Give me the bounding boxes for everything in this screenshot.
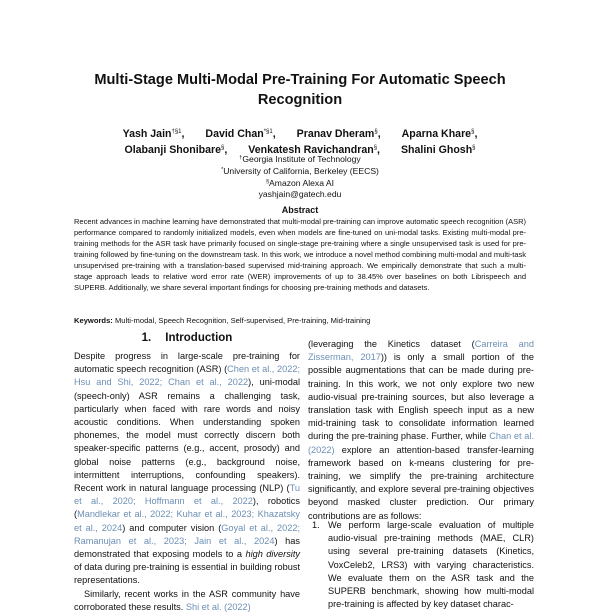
paper-title: Multi-Stage Multi-Modal Pre-Training For Automatic Speech Recognition bbox=[94, 72, 506, 108]
author: Aparna Khare§, bbox=[401, 128, 478, 140]
citation-link[interactable]: Chen et al., 2022; Hsu and Shi, 2022; Chan et al., 2022 bbox=[74, 364, 301, 388]
paragraph: Similarly, recent works in the ASR community have corroborated these results. Shi et al. (2022) bbox=[74, 588, 300, 612]
citation-link[interactable]: Chan et al. (2022) bbox=[308, 431, 535, 455]
contributions-list bbox=[308, 519, 534, 611]
author: David Chan$^{*\S 1}$, bbox=[205, 128, 276, 140]
author: Venkatesh Ravichandran§, bbox=[248, 143, 380, 156]
section-title: Introduction bbox=[165, 332, 233, 344]
citation-link[interactable]: Carreira and Zisserman, 2017 bbox=[308, 339, 534, 363]
affiliation: *University of California, Berkeley (EECS) bbox=[221, 166, 379, 176]
affiliations bbox=[100, 153, 500, 200]
paragraph: Despite progress in large-scale pre-training for automatic speech recognition (ASR) (Chen et al., 2022; Hsu and Shi, 2022; Chan et al., 2022), uni-modal (speech-only) ASR remains a challenging task, particularly when faced with rare words and noisy acoustic conditions. When understanding spoken phonemes, the model must correctly discern both speaker-specific patterns (e.g., accent, prosody) and global noise patterns (e.g., background noise, intermittent interruptions, confounding speakers). Recent work in natural language processing (NLP) (Tu et al., 2020; Hoffmann et al., 2022), robotics (Mandlekar et al., 2022; Kuhar et al., 2023; Khazatsky et al., 2024) and computer vision (Goyal et al., 2022; Ramanujan et al., 2023; Jain et al., 2024) has demonstrated that exposing models to a high diversity of data during pre-training is essential in building robust representations. bbox=[74, 351, 301, 586]
author: Shalini Ghosh§ bbox=[400, 143, 476, 156]
citation-link[interactable]: Tu et al., 2020; Hoffmann et al., 2022 bbox=[74, 483, 300, 507]
section-number: 1. bbox=[141, 332, 152, 344]
paragraph: (leveraging the Kinetics dataset (Carreira and Zisserman, 2017)) is only a small portion of the possible augmentations that can be made during pre-training. In this work, we not only explore two new audio-visual pre-training sources, but also leverage a translation task with English speech input as a new mid-training task to consolidate information learned during the pre-training phase. Further, while Chan et al. (2022) explore an attention-based transfer-learning framework based on k-means clustering for pre-training, we simplify the pre-training architecture significantly, and explore several pre-training objectives beyond masked cluster prediction. Our primary contributions are as follows: bbox=[308, 339, 535, 521]
affiliation: †Georgia Institute of Technology bbox=[239, 154, 361, 164]
author: Pranav Dheram§, bbox=[296, 128, 381, 140]
email: yashjain@gatech.edu bbox=[258, 189, 342, 199]
abstract-heading: Abstract bbox=[281, 205, 319, 215]
keywords-label: Keywords: bbox=[74, 316, 113, 325]
affiliation: §Amazon Alexa AI bbox=[265, 178, 335, 188]
left-column bbox=[74, 350, 300, 614]
author: Yash Jain$^{\dagger\S 1}$, bbox=[122, 128, 185, 140]
citation-link[interactable]: Mandlekar et al., 2022; Kuhar et al., 2023; Khazatsky et al., 2024 bbox=[74, 509, 300, 533]
right-column bbox=[308, 338, 534, 523]
contribution-item: 1. We perform large-scale evaluation of multiple audio-visual pre-training methods (MAE, CLR) using several pre-training datasets (Kinetics, VoxCeleb2, LRS3) with varying characteristics. We evaluate them on the ASR task and the SUPERB benchmark, showing how multi-modal pre-training is affected by key dataset charac- bbox=[312, 520, 534, 610]
abstract-text: Recent advances in machine learning have demonstrated that multi-modal pre-training can improve automatic speech recognition (ASR) performance compared to randomly initialized models, even when models are fine-tuned on uni-modal tasks. Existing multi-modal pre-training methods for the ASR task have primarily focused on single-stage pre-training where a single unsupervised task is used for pre-training followed by fine-tuning on the downstream task. In this work, we introduce a novel method combining multi-modal and multi-task unsupervised pre-training with a translation-based supervised mid-training approach. We empirically demonstrate that such a multi-stage approach leads to relative word error rate (WER) improvements of up to 38.45% over baselines on both Librispeech and SUPERB. Additionally, we share several important findings for choosing pre-training methods and datasets. bbox=[74, 217, 526, 292]
keywords-list: Multi-modal, Speech Recognition, Self-supervised, Pre-training, Mid-training bbox=[114, 316, 371, 325]
author: Olabanji Shonibare§, bbox=[124, 143, 228, 156]
section-heading bbox=[74, 332, 300, 344]
keywords bbox=[74, 316, 526, 325]
citation-link[interactable]: Goyal et al., 2022; Ramanujan et al., 2023; Jain et al., 2024 bbox=[74, 522, 300, 546]
citation-link[interactable]: Shi et al. (2022) bbox=[185, 601, 251, 612]
